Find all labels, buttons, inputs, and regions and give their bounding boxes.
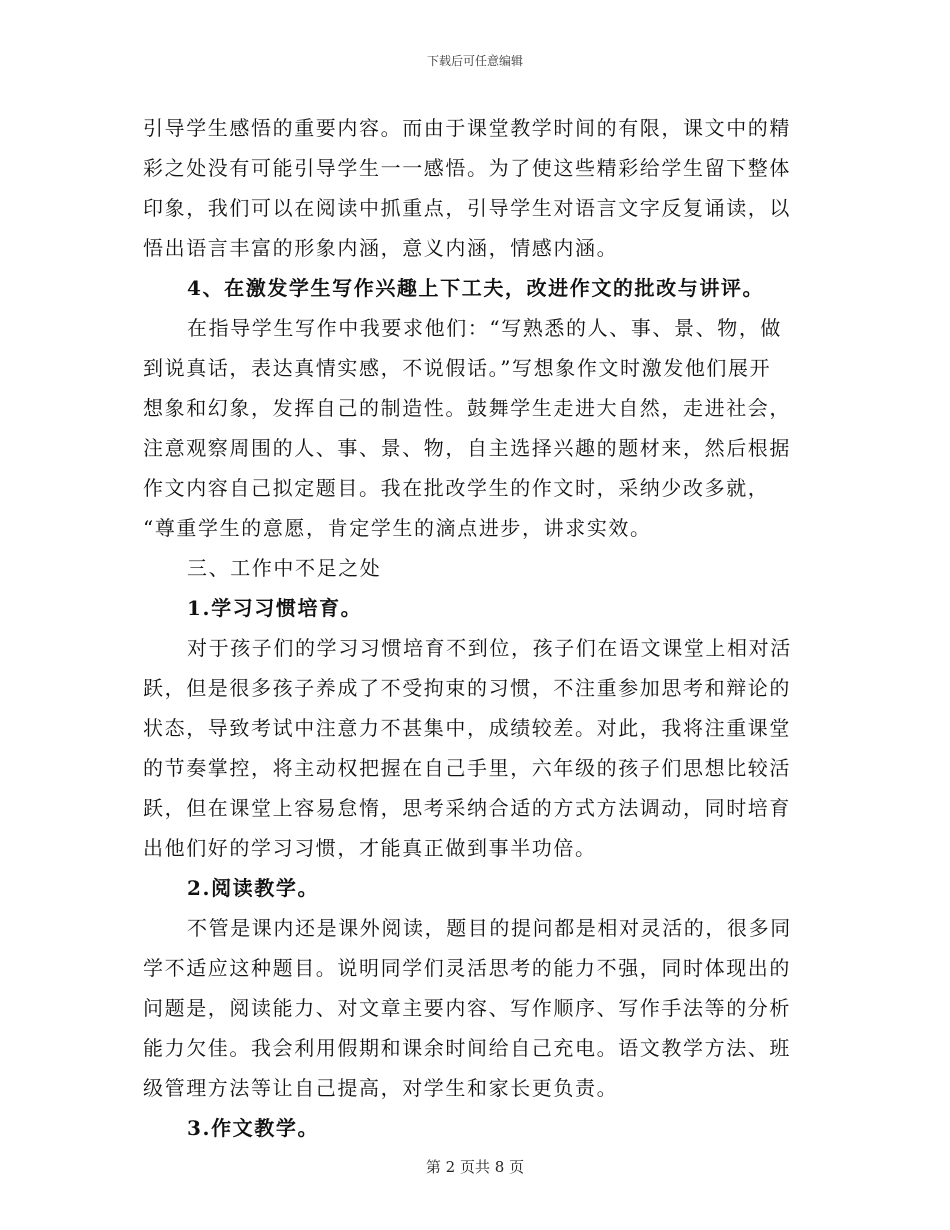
document-body <box>143 108 807 1148</box>
paragraph-line: 学不适应这种题目。说明同学们灵活思考的能力不强，同时体现出的 <box>143 956 791 980</box>
page-header: 下载后可任意编辑 <box>426 54 523 68</box>
subsection-heading: 2.阅读教学。 <box>187 876 320 900</box>
paragraph-line: 彩之处没有可能引导学生一一感悟。为了使这些精彩给学生留下整体 <box>143 156 791 180</box>
paragraph-line: 状态，导致考试中注意力不甚集中，成绩较差。对此，我将注重课堂 <box>143 716 791 740</box>
paragraph-line: 悟出语言丰富的形象内涵，意义内涵，情感内涵。 <box>143 236 619 260</box>
paragraph-line: 在指导学生写作中我要求他们：“写熟悉的人、事、景、物，做 <box>187 316 783 340</box>
section-heading: 三、工作中不足之处 <box>187 556 382 580</box>
paragraph-line: 想象和幻象，发挥自己的制造性。鼓舞学生走进大自然，走进社会， <box>143 396 791 420</box>
paragraph-line: 的节奏掌控，将主动权把握在自己手里，六年级的孩子们思想比较活 <box>143 756 791 780</box>
paragraph-line: 引导学生感悟的重要内容。而由于课堂教学时间的有限，课文中的精 <box>143 116 791 140</box>
paragraph-line: 不管是课内还是课外阅读，题目的提问都是相对灵活的，很多同 <box>187 916 792 940</box>
page-footer: 第 2 页共 8 页 <box>425 1158 525 1176</box>
paragraph-line: 注意观察周围的人、事、景、物，自主选择兴趣的题材来，然后根据 <box>143 436 791 460</box>
paragraph-line: 出他们好的学习习惯，才能真正做到事半功倍。 <box>143 836 597 860</box>
paragraph-line: 问题是，阅读能力、对文章主要内容、写作顺序、写作手法等的分析 <box>143 996 791 1020</box>
paragraph-line: 级管理方法等让自己提高，对学生和家长更负责。 <box>143 1076 619 1100</box>
paragraph-line: “尊重学生的意愿，肯定学生的滴点进步，讲求实效。 <box>143 516 652 540</box>
paragraph-line: 跃，但在课堂上容易怠惰，思考采纳合适的方式方法调动，同时培育 <box>143 796 791 820</box>
paragraph-line: 能力欠佳。我会利用假期和课余时间给自己充电。语文教学方法、班 <box>143 1036 791 1060</box>
section-heading: 4、在激发学生写作兴趣上下工夫，改进作文的批改与讲评。 <box>187 276 765 300</box>
paragraph-line: 对于孩子们的学习习惯培育不到位，孩子们在语文课堂上相对活 <box>187 636 792 660</box>
paragraph-line: 印象，我们可以在阅读中抓重点，引导学生对语言文字反复诵读，以 <box>143 196 791 220</box>
paragraph-line: 作文内容自己拟定题目。我在批改学生的作文时，采纳少改多就， <box>143 476 770 500</box>
subsection-heading: 3.作文教学。 <box>187 1116 320 1140</box>
subsection-heading: 1.学习习惯培育。 <box>187 596 363 620</box>
paragraph-line: 跃，但是很多孩子养成了不受拘束的习惯，不注重参加思考和辩论的 <box>143 676 791 700</box>
paragraph-line: 到说真话，表达真情实感，不说假话。”写想象作文时激发他们展开 <box>143 356 772 380</box>
